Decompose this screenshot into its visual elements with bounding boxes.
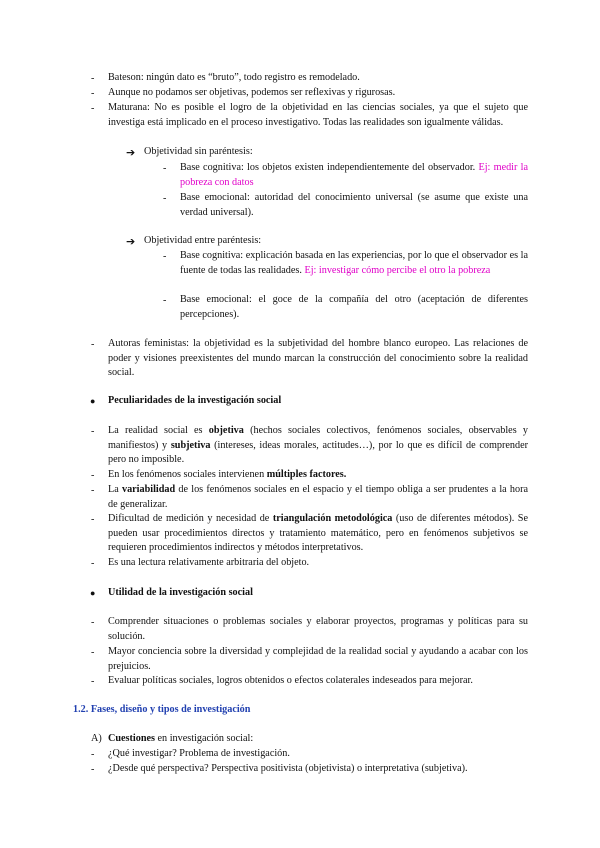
dash-marker: - xyxy=(91,339,95,350)
cuestion-item: ¿Desde qué perspectiva? Perspectiva positivista (objetivista) o interpretativa (subjetiva). xyxy=(108,763,468,774)
dash-marker: - xyxy=(91,73,95,84)
sin-base-emocional: Base emocional: autoridad del conocimiento universal (se asume que existe una verdad universal). xyxy=(180,192,528,218)
bullet-icon: ● xyxy=(90,588,96,598)
dash-marker: - xyxy=(91,558,95,569)
example-text: Ej: investigar cómo percibe el otro la pobreza xyxy=(304,264,491,276)
list-letter: A) xyxy=(91,733,102,744)
arrow-icon: ➔ xyxy=(126,235,136,248)
dash-marker: - xyxy=(91,764,95,775)
utilidad-heading: Utilidad de la investigación social xyxy=(108,587,253,598)
peculiaridad-factores: En los fenómenos sociales intervienen múltiples factores. xyxy=(108,469,347,480)
peculiaridades-heading: Peculiaridades de la investigación social xyxy=(108,395,282,406)
cuestiones-line: Cuestiones en investigación social: xyxy=(108,733,254,744)
item-reflexivas: Aunque no podamos ser objetivas, podemos ser reflexivas y rigurosas. xyxy=(108,87,396,98)
example-text: Ej: medir la pobreza con datos xyxy=(180,162,529,188)
objetividad-sin-title: Objetividad sin paréntesis: xyxy=(144,146,253,157)
sin-base-cognitiva: Base cognitiva: los objetos existen independientemente del observador. Ej: medir la pobreza con datos xyxy=(180,162,529,188)
entre-base-emocional: Base emocional: el goce de la compañía del otro (aceptación de diferentes percepciones). xyxy=(180,294,528,320)
dash-marker: - xyxy=(91,749,95,760)
dash-marker: - xyxy=(91,88,95,99)
arrow-icon: ➔ xyxy=(126,146,136,159)
section-heading-1-2: 1.2. Fases, diseño y tipos de investigación xyxy=(73,704,251,715)
peculiaridad-lectura: Es una lectura relativamente arbitraria del objeto. xyxy=(108,557,310,568)
item-maturana: Maturana: No es posible el logro de la objetividad en las ciencias sociales, ya que el sujeto que investiga está implicado en el proceso investigativo. Todas las realidades son igualmente válidas. xyxy=(108,102,528,128)
bullet-icon: ● xyxy=(90,396,96,406)
item-bateson: Bateson: ningún dato es “bruto”, todo registro es remodelado. xyxy=(108,72,360,83)
item-feministas: Autoras feministas: la objetividad es la subjetividad del hombre blanco europeo. Las relaciones de poder y visiones preexistentes del mundo marcan la construcción del conocimiento sobre la realidad social. xyxy=(108,338,528,379)
dash-marker: - xyxy=(163,163,167,174)
peculiaridad-objetiva-subjetiva: La realidad social es objetiva (hechos sociales colectivos, fenómenos sociales, observables y manifiestos) y subjetiva (intereses, ideas morales, actitudes…), por lo que es difícil de comprender pero no imposible. xyxy=(108,425,528,466)
utilidad-item: Mayor conciencia sobre la diversidad y complejidad de la realidad social y ayudando a acabar con los prejuicios. xyxy=(108,646,528,672)
dash-marker: - xyxy=(163,251,167,262)
utilidad-item: Comprender situaciones o problemas sociales y elaborar proyectos, programas y políticas para su solución. xyxy=(108,616,528,642)
dash-marker: - xyxy=(91,470,95,481)
objetividad-entre-title: Objetividad entre paréntesis: xyxy=(144,235,262,246)
dash-marker: - xyxy=(163,295,167,306)
entre-base-cognitiva: Base cognitiva: explicación basada en las experiencias, por lo que el observador es la fuente de todas las realidades. Ej: investigar cómo percibe el otro la pobreza xyxy=(180,250,528,276)
dash-marker: - xyxy=(91,485,95,496)
cuestion-item: ¿Qué investigar? Problema de investigación. xyxy=(108,748,290,759)
peculiaridad-triangulacion: Dificultad de medición y necesidad de triangulación metodológica (uso de diferentes métodos). Se pueden usar procedimientos directos y tratamiento matemático, pero en fenómenos subjetivos se requieren procedimientos indirectos y métodos interpretativos. xyxy=(108,513,528,554)
peculiaridad-variabilidad: La variabilidad de los fenómenos sociales en el espacio y el tiempo obliga a ser prudentes a la hora de generalizar. xyxy=(108,484,529,510)
dash-marker: - xyxy=(91,426,95,437)
dash-marker: - xyxy=(91,647,95,658)
dash-marker: - xyxy=(91,676,95,687)
dash-marker: - xyxy=(91,514,95,525)
dash-marker: - xyxy=(91,617,95,628)
dash-marker: - xyxy=(91,103,95,114)
utilidad-item: Evaluar políticas sociales, logros obtenidos o efectos colaterales indeseados para mejorar. xyxy=(108,675,473,686)
dash-marker: - xyxy=(163,193,167,204)
